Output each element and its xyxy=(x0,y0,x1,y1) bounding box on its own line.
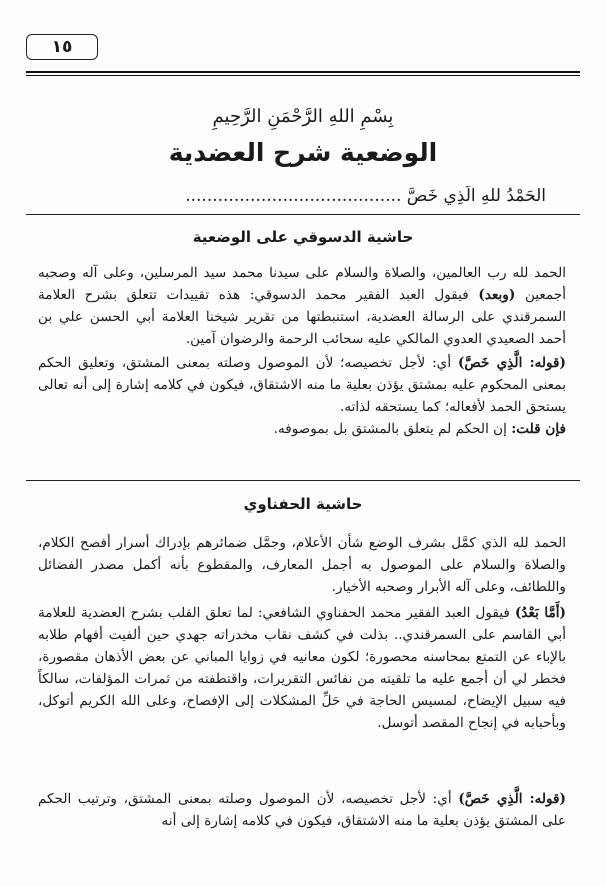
section-rule xyxy=(26,214,580,215)
section-heading-dasuqi: حاشية الدسوقي على الوضعية xyxy=(192,228,414,246)
dasuqi-paragraph-3 xyxy=(38,418,566,440)
dasuqi-para3-key: فإن قلت: xyxy=(511,421,566,437)
dasuqi-para3-text: إن الحكم لم يتعلق بالمشتق بل بموصوفه. xyxy=(273,421,507,437)
basmala: بِسْمِ اللهِ الرَّحْمَنِ الرَّحِيمِ xyxy=(212,106,394,127)
page-number: ١٥ xyxy=(26,34,98,60)
dasuqi-para1-key: (وبعد) xyxy=(478,287,516,303)
matn-text: الحَمْدُ للهِ الَّذِي خَصَّ xyxy=(406,186,546,206)
dasuqi-paragraph-2 xyxy=(38,352,566,418)
matn-dots: ........................................ xyxy=(185,186,402,206)
section-heading-hifnawi: حاشية الحفناوي xyxy=(243,495,363,513)
hifnawi-para3-text: أي: لأجل تخصيصه، لأن الموصول وصلته بمعنى المشتق، وترتيب الحكم على المشتق يؤذن بعلية ما منه الاشتقاق، فيكون في كلامه إشارة إلى أنه xyxy=(38,791,566,829)
hifnawi-para3-key: (قوله: الَّذِي خَصَّ) xyxy=(458,791,566,807)
dasuqi-para1-start: الحمد لله رب العالمين، والصلاة والسلام على سيدنا محمد سيد المرسلين، وعلى آله وصحبه أجمعين xyxy=(38,265,566,303)
header-rule xyxy=(26,71,580,73)
dasuqi-para1-rest: فيقول العبد الفقير محمد الدسوقي: هذه تقييدات تتعلق بشرح العلامة السمرقندي على الرسالة العضدية، استنبطتها من تقرير شيخنا العلامة أبي الحسن علي بن أحمد الصعيدي العدوي المالكي عليه سحائب الرحمة والرضوان آمين. xyxy=(38,287,566,347)
dasuqi-para2-text: أي: لأجل تخصيصه؛ لأن الموصول وصلته بمعنى المشتق، وتعليق الحكم بمعنى المحكوم عليه بمشتق يؤذن بعلية ما منه الاشتقاق، فيكون في كلامه إشارة إلى أنه تعالى يستحق الحمد لأفعاله؛ كما يستحقه لذاته. xyxy=(38,355,566,415)
hifnawi-paragraph-3 xyxy=(38,788,566,832)
hifnawi-paragraph-2 xyxy=(38,602,566,734)
hifnawi-para2-key: (أَمَّا بَعْدُ) xyxy=(514,605,566,621)
hifnawi-para1-text: الحمد لله الذي كمَّل بشرف الوضع شأن الأعلام، وجمَّل ضمائرهم بإدراك أسرار أفصح الكلام، والصلاة والسلام على الموصول به أجمل المعارف، والمقطوع بأنه أكمل مصدر الفضائل واللطائف، وعلى آله الأبرار وصحبه الأخيار. xyxy=(38,535,566,595)
hifnawi-paragraph-1 xyxy=(38,532,566,598)
hifnawi-para2-text: فيقول العبد الفقير محمد الحفناوي الشافعي: لما تعلق القلب بشرح العضدية للعلامة أبي القاسم على السمرقندي.. بذلت في كشف نقاب مخدراته جهدي حين ألفيت أفهام طلابه بالإباء عن التمتع بمحاسنه محصورة؛ لكون معانيه في زوايا المباني عن بعض الأذهان مقصورة، فخطر لي أن أجمع عليه ما تلقيته من نفائس التقريرات، واقتطفته من ثمرات المؤلفات، سالكاً فيه سبيل الإيضاح، لمسيس الحاجة في حَلِّ المشكلات إلى الإفصاح، وعلى الله الكريم أتوكل، وبأحبابه في إنجاح المقصد أتوسل. xyxy=(38,605,566,731)
header-rule-thin xyxy=(26,75,580,76)
section-rule-2 xyxy=(26,480,580,481)
dasuqi-para2-key: (قوله: الَّذِي خَصَّ) xyxy=(457,355,566,371)
dasuqi-paragraph-1 xyxy=(38,262,566,350)
matn-line xyxy=(46,186,546,206)
page-title: الوضعية شرح العضدية xyxy=(168,138,438,167)
